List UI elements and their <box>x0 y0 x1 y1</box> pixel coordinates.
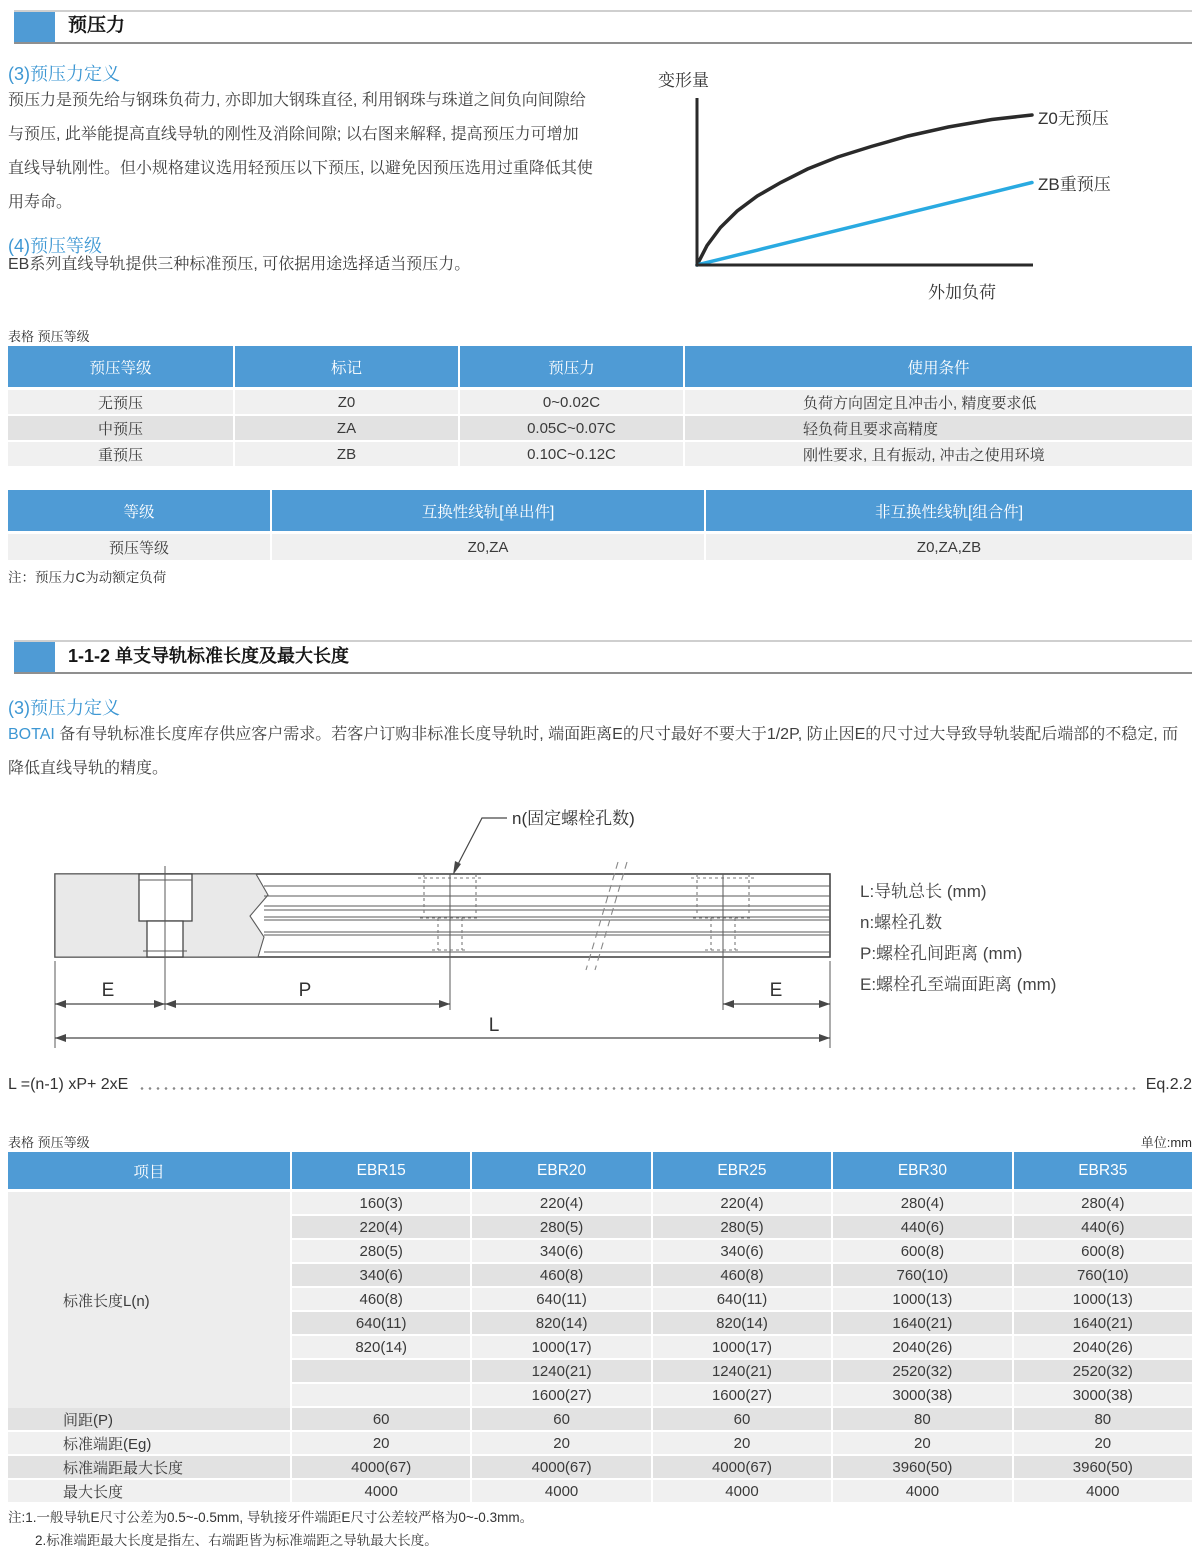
dim-label-p: P <box>298 980 312 1001</box>
table3-note-1: 注:1.一般导轨E尺寸公差为0.5~-0.5mm, 导轨接牙件端距E尺寸公差较严格为0~-0.3mm。 <box>8 1510 534 1525</box>
cell: 1000(13) <box>831 1288 1011 1312</box>
cell: 4000(67) <box>470 1456 650 1480</box>
cell: 820(14) <box>470 1312 650 1336</box>
cell: 20 <box>831 1432 1011 1456</box>
merged-cell-bg <box>8 1240 290 1264</box>
chart-axes <box>697 98 1033 265</box>
cell: 220(4) <box>290 1216 470 1240</box>
dim-label-e-right: E <box>769 980 783 1001</box>
column-header: EBR20 <box>470 1152 650 1192</box>
heading-preload-definition: (3)预压力定义 <box>8 64 120 84</box>
cell: 刚性要求, 且有振动, 冲击之使用环境 <box>683 442 1192 468</box>
callout-leader-line <box>455 818 507 870</box>
cell: 1640(21) <box>1012 1312 1192 1336</box>
cell: 60 <box>470 1408 650 1432</box>
table-row <box>8 534 1192 562</box>
table-row <box>8 1336 1192 1360</box>
cell: 640(11) <box>470 1288 650 1312</box>
chart-svg <box>630 60 1200 310</box>
length-formula <box>8 1076 1192 1094</box>
cell: 1000(17) <box>470 1336 650 1360</box>
table-header-row <box>8 490 1192 534</box>
cell: 0~0.02C <box>458 390 683 416</box>
cell: 340(6) <box>290 1264 470 1288</box>
dim-arrow <box>55 1034 66 1042</box>
cell: 820(14) <box>290 1336 470 1360</box>
cell: 280(5) <box>470 1216 650 1240</box>
table3-caption: 表格 预压等级 <box>8 1135 90 1150</box>
chart-y-axis-label: 变形量 <box>658 71 709 90</box>
cell: 1600(27) <box>651 1384 831 1408</box>
table1-caption: 表格 预压等级 <box>8 329 90 344</box>
column-header: EBR30 <box>831 1152 1011 1192</box>
merged-cell-bg <box>8 1384 290 1408</box>
column-header: 等级 <box>8 490 270 534</box>
cell <box>290 1384 470 1408</box>
cell: ZA <box>233 416 458 442</box>
section-header-rail-length <box>14 640 1192 674</box>
column-header: 互换性线轨[单出件] <box>270 490 704 534</box>
cell: 4000(67) <box>651 1456 831 1480</box>
cell: 预压等级 <box>8 534 270 562</box>
column-header: EBR25 <box>651 1152 831 1192</box>
cell: 760(10) <box>1012 1264 1192 1288</box>
table-row <box>8 442 1192 468</box>
dim-label-l: L <box>488 1015 500 1036</box>
table-header-row <box>8 346 1192 390</box>
table3-unit: 单位:mm <box>1140 1135 1192 1150</box>
row-label: 间距(P) <box>8 1408 290 1432</box>
cell: 340(6) <box>470 1240 650 1264</box>
curve-label-z0: Z0无预压 <box>1038 109 1109 128</box>
cell: 600(8) <box>831 1240 1011 1264</box>
table-row <box>8 1312 1192 1336</box>
dim-arrow <box>819 1000 830 1008</box>
cell: 460(8) <box>651 1264 831 1288</box>
cell: 1240(21) <box>651 1360 831 1384</box>
paragraph-preload-definition: 预压力是预先给与钢珠负荷力, 亦即加大钢珠直径, 利用钢珠与珠道之间负向间隙给与预压, 此举能提高直线导轨的刚性及消除间隙; 以右图来解释, 提高预压力可增加直线导轨刚性。但小规格建议选用轻预压以下预压, 以避免因预压选用过重降低其使用寿命。 <box>8 92 593 211</box>
table-header-row <box>8 1152 1192 1192</box>
cell: 4000 <box>1012 1480 1192 1504</box>
cell: 负荷方向固定且冲击小, 精度要求低 <box>683 390 1192 416</box>
cell: 3000(38) <box>831 1384 1011 1408</box>
cell: 460(8) <box>290 1288 470 1312</box>
paragraph-rail-length <box>8 718 1194 786</box>
paragraph-preload-grade: EB系列直线导轨提供三种标准预压, 可依据用途选择适当预压力。 <box>8 256 471 273</box>
merged-cell-bg <box>8 1312 290 1336</box>
cell: 280(4) <box>1012 1192 1192 1216</box>
column-header: 项目 <box>8 1152 290 1192</box>
curve-z0-no-preload <box>697 115 1032 265</box>
dim-arrow <box>819 1034 830 1042</box>
dim-arrow <box>55 1000 66 1008</box>
cell: 60 <box>290 1408 470 1432</box>
cell: 4000 <box>831 1480 1011 1504</box>
table-row <box>8 1408 1192 1432</box>
table-row <box>8 1456 1192 1480</box>
table3-note-2: 2.标准端距最大长度是指左、右端距皆为标准端距之导轨最大长度。 <box>35 1533 438 1548</box>
interchangeability-table <box>8 490 1192 562</box>
cell: 0.05C~0.07C <box>458 416 683 442</box>
dim-label-e-left: E <box>101 980 115 1001</box>
column-header: 预压力 <box>458 346 683 390</box>
cell: 20 <box>470 1432 650 1456</box>
cell: 1000(17) <box>651 1336 831 1360</box>
heading-rail-length-definition: (3)预压力定义 <box>8 698 120 718</box>
dim-arrow <box>165 1000 176 1008</box>
cell: 无预压 <box>8 390 233 416</box>
cell: 重预压 <box>8 442 233 468</box>
cell: 220(4) <box>470 1192 650 1216</box>
cell: 20 <box>651 1432 831 1456</box>
row-label: 标准端距(Eg) <box>8 1432 290 1456</box>
standard-length-table <box>8 1152 1192 1504</box>
cell: 440(6) <box>1012 1216 1192 1240</box>
merged-cell-bg <box>8 1216 290 1240</box>
cell: 820(14) <box>651 1312 831 1336</box>
cell: 轻负荷且要求高精度 <box>683 416 1192 442</box>
cell: 4000 <box>290 1480 470 1504</box>
preload-grade-table <box>8 346 1192 468</box>
dim-arrow <box>723 1000 734 1008</box>
cell: 280(5) <box>290 1240 470 1264</box>
chart-x-axis-label: 外加负荷 <box>928 283 996 302</box>
legend-line-n: n:螺栓孔数 <box>860 913 943 932</box>
cell: Z0,ZA,ZB <box>704 534 1192 562</box>
table-row <box>8 416 1192 442</box>
dim-arrow <box>154 1000 165 1008</box>
cell: 220(4) <box>651 1192 831 1216</box>
brand-name: BOTAI <box>8 726 55 743</box>
merged-cell-bg <box>8 1264 290 1288</box>
cell: 中预压 <box>8 416 233 442</box>
merged-row-label: 标准长度L(n) <box>63 1292 150 1310</box>
cell: 20 <box>1012 1432 1192 1456</box>
legend-line-e: E:螺栓孔至端面距离 (mm) <box>860 975 1057 994</box>
table-row <box>8 1192 1192 1216</box>
table-row <box>8 1480 1192 1504</box>
cell: ZB <box>233 442 458 468</box>
cell: 4000(67) <box>290 1456 470 1480</box>
section-accent-square <box>14 642 55 672</box>
cell: 2040(26) <box>831 1336 1011 1360</box>
cell: 640(11) <box>290 1312 470 1336</box>
column-header: 标记 <box>233 346 458 390</box>
cell: 3960(50) <box>1012 1456 1192 1480</box>
deformation-load-chart <box>630 60 1200 310</box>
cell: 2040(26) <box>1012 1336 1192 1360</box>
column-header: 非互换性线轨[组合件] <box>704 490 1192 534</box>
cell: 1000(13) <box>1012 1288 1192 1312</box>
curve-zb-heavy-preload <box>697 183 1032 266</box>
cell: 460(8) <box>470 1264 650 1288</box>
cell: 0.10C~0.12C <box>458 442 683 468</box>
cell: 2520(32) <box>831 1360 1011 1384</box>
cell: 80 <box>1012 1408 1192 1432</box>
dotted-leader <box>138 1087 1135 1090</box>
table-row <box>8 1360 1192 1384</box>
table-row <box>8 1432 1192 1456</box>
section-accent-square <box>14 12 55 42</box>
section-header-preload <box>14 10 1192 44</box>
table-row <box>8 1264 1192 1288</box>
equation-number: Eq.2.2 <box>1145 1076 1192 1093</box>
column-header: EBR35 <box>1012 1152 1192 1192</box>
cell: 80 <box>831 1408 1011 1432</box>
column-header: 预压等级 <box>8 346 233 390</box>
legend-line-p: P:螺栓孔间距离 (mm) <box>860 944 1023 963</box>
merged-cell-bg <box>8 1336 290 1360</box>
table-row <box>8 1240 1192 1264</box>
merged-cell-bg <box>8 1360 290 1384</box>
cell: 4000 <box>651 1480 831 1504</box>
dim-arrow <box>439 1000 450 1008</box>
callout-arrowhead <box>453 861 461 875</box>
cell: 160(3) <box>290 1192 470 1216</box>
cell: 1640(21) <box>831 1312 1011 1336</box>
table2-note: 注：预压力C为动额定负荷 <box>8 570 167 585</box>
section-title-preload: 预压力 <box>68 15 126 36</box>
table-row <box>8 1384 1192 1408</box>
cell: 4000 <box>470 1480 650 1504</box>
cell: Z0 <box>233 390 458 416</box>
cell <box>290 1360 470 1384</box>
cell: 1240(21) <box>470 1360 650 1384</box>
cell: 760(10) <box>831 1264 1011 1288</box>
table-row <box>8 390 1192 416</box>
cell: 60 <box>651 1408 831 1432</box>
cell: 1600(27) <box>470 1384 650 1408</box>
section-title-rail-length: 1-1-2 单支导轨标准长度及最大长度 <box>68 646 350 666</box>
cell: 440(6) <box>831 1216 1011 1240</box>
merged-cell-bg <box>8 1192 290 1216</box>
legend-line-l: L:导轨总长 (mm) <box>860 882 987 901</box>
table-row <box>8 1216 1192 1240</box>
cell: Z0,ZA <box>270 534 704 562</box>
cell: 2520(32) <box>1012 1360 1192 1384</box>
cell: 340(6) <box>651 1240 831 1264</box>
diagram-legend <box>860 876 1056 1000</box>
cell: 20 <box>290 1432 470 1456</box>
cell: 3960(50) <box>831 1456 1011 1480</box>
row-label: 最大长度 <box>8 1480 290 1504</box>
bolt-count-callout: n(固定螺栓孔数) <box>512 809 635 828</box>
column-header: 使用条件 <box>683 346 1192 390</box>
cell: 640(11) <box>651 1288 831 1312</box>
row-label: 标准端距最大长度 <box>8 1456 290 1480</box>
cell: 3000(38) <box>1012 1384 1192 1408</box>
paragraph-rail-length-text: 备有导轨标准长度库存供应客户需求。若客户订购非标准长度导轨时, 端面距离E的尺寸最好不要大于1/2P, 防止因E的尺寸过大导致导轨装配后端部的不稳定, 而降低直线导轨的精度。 <box>8 726 1179 777</box>
cell: 600(8) <box>1012 1240 1192 1264</box>
heading-preload-grade: (4)预压等级 <box>8 236 102 256</box>
curve-label-zb: ZB重预压 <box>1038 175 1111 194</box>
formula-expression: L =(n-1) xP+ 2xE <box>8 1076 129 1093</box>
column-header: EBR15 <box>290 1152 470 1192</box>
cell: 280(4) <box>831 1192 1011 1216</box>
cell: 280(5) <box>651 1216 831 1240</box>
